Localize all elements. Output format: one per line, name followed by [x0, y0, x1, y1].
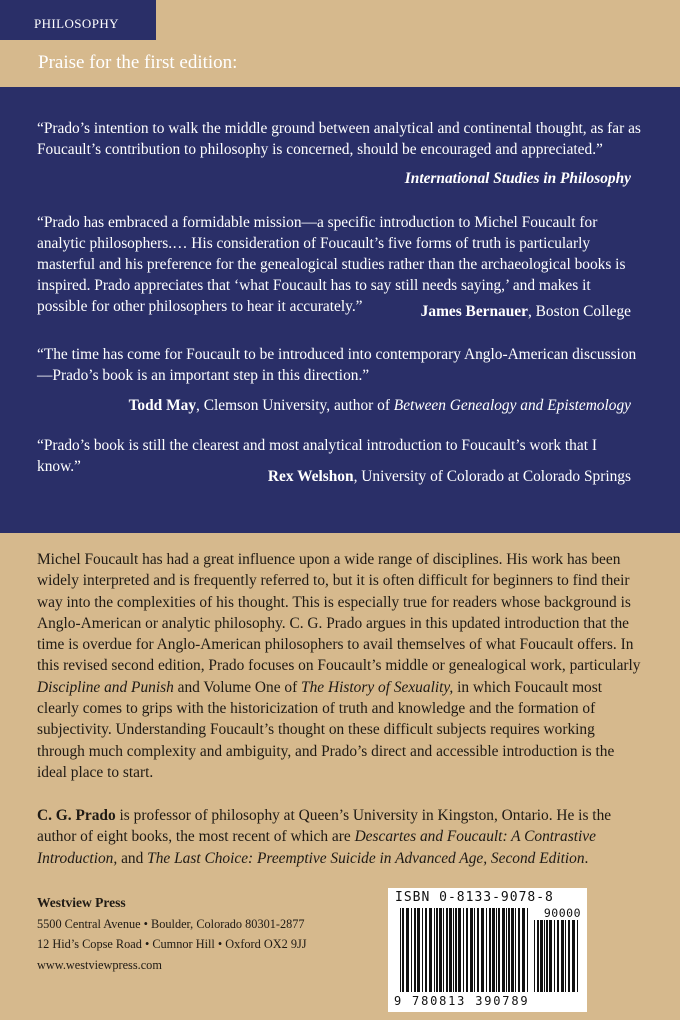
publisher-block	[37, 893, 307, 975]
praise-panel	[0, 87, 680, 533]
praise-heading: Praise for the first edition:	[38, 52, 238, 73]
barcode-bar	[402, 908, 404, 992]
barcode-bar	[434, 908, 435, 992]
description-text-1: Michel Foucault has had a great influence upon a wide range of disciplines. His work has been widely interpreted and is frequently referred to, but it is often difficult for beginners to find their way into the complexities of his thought. This is especially true for readers whose background is Anglo-American or analytic philosophy. C. G. Prado argues in this updated introduction that the time is overdue for Anglo-American philosophers to avail themselves of what Foucault offers. In this revised second edition, Prado focuses on Foucault’s middle or genealogical work, particularly	[37, 551, 641, 675]
barcode-bar	[489, 908, 491, 992]
barcode-bar	[572, 920, 575, 992]
quote-4-name: Rex Welshon	[267, 468, 354, 485]
ean-digits: 9 780813 390789	[394, 994, 530, 1008]
barcode-bar	[561, 920, 564, 992]
barcode-bar	[436, 908, 438, 992]
barcode-bar	[481, 908, 484, 992]
barcode-bar	[502, 908, 505, 992]
author-name: C. G. Prado	[37, 807, 116, 824]
bio-title-2: The Last Choice: Preemptive Suicide in Advanced Age, Second Edition	[147, 849, 585, 867]
bio-text-3: .	[584, 849, 589, 867]
barcode-box	[388, 888, 587, 1012]
barcode-bar	[400, 908, 401, 992]
barcode-bar	[449, 908, 452, 992]
barcode-bar	[522, 908, 525, 992]
barcode-bar	[534, 920, 535, 992]
barcode-bar	[506, 908, 507, 992]
quote-4-text: “Prado’s book is still the clearest and most analytical introduction to Foucault’s work that I know.”	[37, 437, 597, 475]
barcode-bar	[537, 920, 539, 992]
barcode-bar	[508, 908, 510, 992]
barcode-bar	[463, 908, 464, 992]
quote-1-source-title: International Studies in Philosophy	[404, 170, 631, 187]
barcode-bar	[565, 920, 566, 992]
quote-3-work: Between Genealogy and Epistemology	[393, 397, 631, 414]
barcode-bar	[446, 908, 448, 992]
quote-3-affiliation: , Clemson University, author of	[196, 397, 394, 414]
barcode-bar	[470, 908, 473, 992]
barcode-bar	[568, 920, 570, 992]
quote-4-affiliation: , University of Colorado at Colorado Springs	[353, 468, 631, 485]
barcode-bar	[540, 920, 543, 992]
barcode-bar	[406, 908, 409, 992]
barcode-bar	[477, 908, 479, 992]
barcode-bar	[417, 908, 420, 992]
quote-3-name: Todd May	[128, 397, 197, 414]
description-text-2: and Volume One of	[173, 678, 302, 696]
barcode-bar	[455, 908, 457, 992]
publisher-address-uk: 12 Hid’s Copse Road • Cumnor Hill • Oxford OX2 9JJ	[37, 937, 307, 951]
publisher-name: Westview Press	[37, 895, 126, 910]
author-bio	[37, 805, 645, 869]
quote-1-text: “Prado’s intention to walk the middle ground between analytical and continental thought, as far as Foucault’s contribution to philosophy is concerned, should be encouraged and appreciated.”	[37, 120, 641, 158]
barcode-bar	[443, 908, 444, 992]
barcode-bar	[515, 908, 516, 992]
quote-3-attribution	[129, 396, 631, 416]
quote-2-text: “Prado has embraced a formidable mission—a specific introduction to Michel Foucault for analytic philosophers.… His consideration of Foucault’s five forms of truth is particularly masterful and his preference for the genealogical studies rather than the archaeological books is inspired. Prado appreciates that ‘what Foucault has to say still needs saying,’ and makes it possible for other philosophers to hear it accurately.”	[37, 214, 626, 315]
description-title-2: The History of Sexuality,	[301, 678, 454, 696]
barcode-bar	[411, 908, 412, 992]
description-title-1: Discipline and Punish	[37, 678, 174, 696]
barcode-bar	[439, 908, 442, 992]
barcode-bar	[453, 908, 454, 992]
bio-title-1: Descartes and Foucault: A Contrastive Introduction,	[37, 828, 596, 867]
barcode-bar	[498, 908, 500, 992]
quote-2-attribution	[421, 302, 631, 322]
barcode-bar	[429, 908, 432, 992]
category-tab-label: PHILOSOPHY	[34, 16, 119, 31]
isbn-text: ISBN 0-8133-9078-8	[395, 890, 554, 905]
book-description	[37, 549, 645, 783]
barcode-bar	[414, 908, 416, 992]
barcode-bar	[486, 908, 487, 992]
barcode-bar	[549, 920, 552, 992]
barcode-bar	[511, 908, 514, 992]
barcode-bar	[466, 908, 468, 992]
quote-2-affiliation: , Boston College	[527, 303, 631, 320]
price-code-digits: 90000	[543, 906, 581, 920]
quote-3-text: “The time has come for Foucault to be introduced into contemporary Anglo-American discussion—Prado’s book is an important step in this direction.”	[37, 346, 637, 384]
barcode-bar	[546, 920, 548, 992]
barcode-bar	[422, 908, 423, 992]
barcode-bar	[544, 920, 545, 992]
quote-2-name: James Bernauer	[420, 303, 528, 320]
barcode-bar	[496, 908, 497, 992]
barcode-bar	[577, 920, 578, 992]
category-tab	[0, 0, 156, 40]
barcode-bar	[474, 908, 475, 992]
bio-text-1: is professor of philosophy at Queen’s University in Kingston, Ontario. He is the author of eight books, the most recent of which are	[37, 807, 612, 846]
barcode-bar	[518, 908, 520, 992]
barcode-bar	[425, 908, 427, 992]
publisher-address-us: 5500 Central Avenue • Boulder, Colorado 80301-2877	[37, 916, 305, 931]
barcode-bar	[557, 920, 559, 992]
quote-4-attribution	[268, 467, 631, 487]
bio-text-2: and	[117, 849, 148, 867]
description-text-3: in which Foucault most clearly comes to grips with the historicization of truth and knowledge and the formation of subjectivity. Understanding Foucault’s thought on these difficult subjects requires working through much complexity and ambiguity, and Prado’s direct and accessible introduction is the ideal place to start.	[37, 678, 615, 781]
barcode-bar	[527, 908, 528, 992]
barcode-bar	[492, 908, 495, 992]
barcode-bar	[554, 920, 555, 992]
publisher-website: www.westviewpress.com	[37, 957, 162, 972]
quote-1-source	[405, 169, 631, 189]
barcode-bar	[458, 908, 461, 992]
